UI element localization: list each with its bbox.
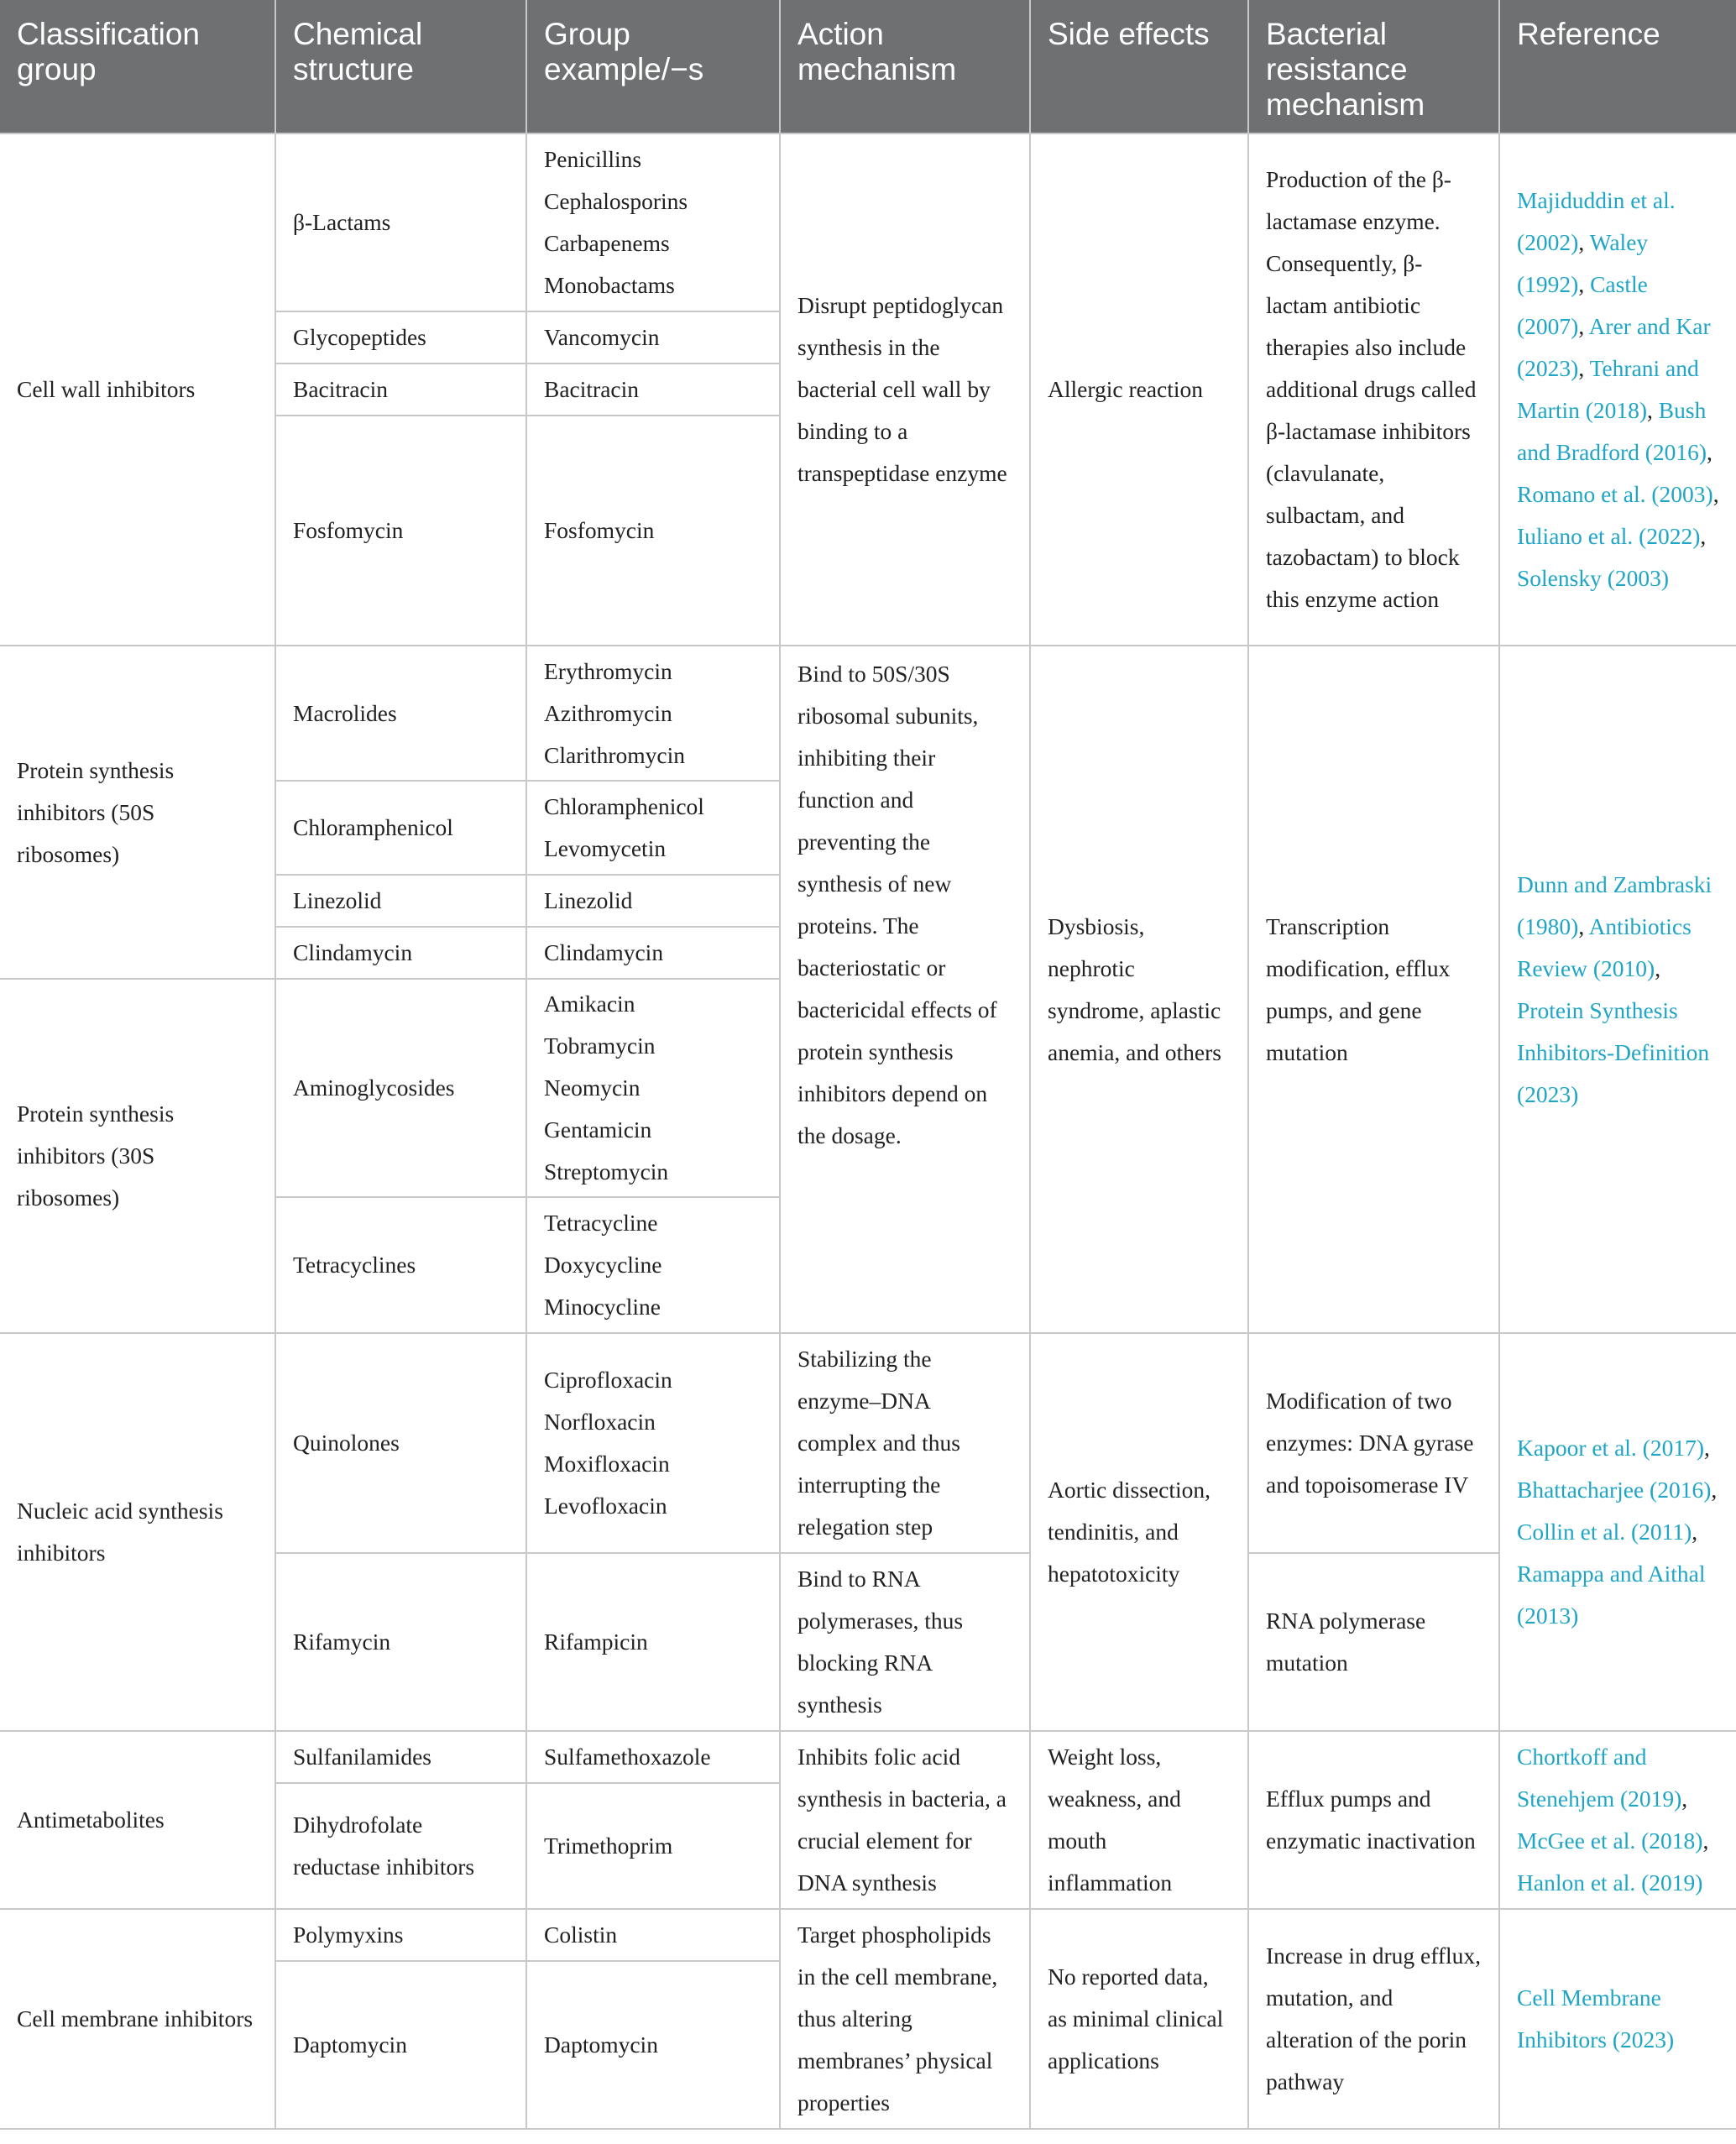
reference-link[interactable]: Protein Synthesis Inhibitors-Definition (2023) <box>1517 996 1710 1107</box>
classification-cell: Protein synthesis inhibitors (30S ribosomes) <box>0 979 275 1333</box>
reference-link[interactable]: Chortkoff and Stenehjem (2019) <box>1517 1744 1682 1812</box>
example-item: Tetracycline <box>544 1210 658 1236</box>
structure-cell: Bacitracin <box>275 363 526 416</box>
resistance-cell: Increase in drug efflux, mutation, and alteration of the porin pathway <box>1248 1909 1499 2129</box>
example-item: Azithromycin <box>544 699 672 726</box>
examples-cell <box>526 1333 780 1553</box>
reference-link[interactable]: Arer and Kar (2023) <box>1517 313 1711 381</box>
reference-link[interactable]: Iuliano et al. (2022) <box>1517 523 1701 549</box>
reference-link[interactable]: Waley (1992) <box>1517 229 1649 297</box>
structure-cell: Rifamycin <box>275 1553 526 1731</box>
example-item: Levomycetin <box>544 835 667 861</box>
examples-cell <box>526 781 780 875</box>
examples-cell <box>526 1909 780 1961</box>
reference-cell <box>1499 1909 1736 2129</box>
reference-link[interactable]: Collin et al. (2011) <box>1517 1519 1692 1545</box>
header-row <box>0 0 1736 133</box>
resistance-cell: Modification of two enzymes: DNA gyrase and topoisomerase IV <box>1248 1333 1499 1553</box>
reference-cell: Kapoor et al. (2017), Bhattacharjee (2016), Collin et al. (2011), Ramappa and Aithal (2013) <box>1499 1333 1736 1731</box>
examples-cell <box>526 1961 780 2129</box>
structure-cell: Linezolid <box>275 875 526 927</box>
structure-cell: Chloramphenicol <box>275 781 526 875</box>
header-group-examples: Group example/−s <box>526 0 780 133</box>
example-item: Rifampicin <box>544 1629 648 1655</box>
resistance-cell: Production of the β-lactamase enzyme. Consequently, β-lactam antibiotic therapies also include additional drugs called β-lactamase inhibitors (clavulanate, sulbactam, and tazobactam) to block this enzyme action <box>1248 133 1499 646</box>
action-cell: Target phospholipids in the cell membrane, thus altering membranes’ physical properties <box>780 1909 1030 2129</box>
examples-cell <box>526 1731 780 1783</box>
side-effects-cell: Allergic reaction <box>1030 133 1248 646</box>
reference-link[interactable]: Romano et al. (2003) <box>1517 481 1713 507</box>
reference-link[interactable]: Bush and Bradford (2016) <box>1517 397 1707 465</box>
examples-cell <box>526 363 780 416</box>
examples-cell <box>526 927 780 979</box>
header-resistance-mechanism: Bacterial resistance mechanism <box>1248 0 1499 133</box>
table-row <box>0 1731 1736 1783</box>
example-item: Gentamicin <box>544 1116 652 1143</box>
classification-cell: Nucleic acid synthesis inhibitors <box>0 1333 275 1731</box>
reference-link[interactable]: Antibiotics Review (2010) <box>1517 913 1692 981</box>
example-item: Vancomycin <box>544 324 660 350</box>
side-effects-cell: Aortic dissection, tendinitis, and hepatotoxicity <box>1030 1333 1248 1731</box>
reference-link[interactable]: Majiduddin et al. (2002) <box>1517 187 1676 255</box>
example-item: Minocycline <box>544 1294 661 1320</box>
action-cell: Stabilizing the enzyme–DNA complex and thus interrupting the relegation step <box>780 1333 1030 1553</box>
resistance-cell: Transcription modification, efflux pumps, and gene mutation <box>1248 646 1499 1333</box>
action-cell: Inhibits folic acid synthesis in bacteria, a crucial element for DNA synthesis <box>780 1731 1030 1909</box>
structure-cell: β-Lactams <box>275 133 526 311</box>
example-item: Chloramphenicol <box>544 793 704 819</box>
reference-link[interactable]: Tehrani and Martin (2018) <box>1517 355 1699 423</box>
example-item: Erythromycin <box>544 657 672 684</box>
example-item: Bacitracin <box>544 376 639 402</box>
side-effects-cell: Weight loss, weakness, and mouth inflammation <box>1030 1731 1248 1909</box>
side-effects-cell: No reported data, as minimal clinical applications <box>1030 1909 1248 2129</box>
examples-cell <box>526 646 780 781</box>
example-item: Tobramycin <box>544 1033 656 1059</box>
structure-cell: Quinolones <box>275 1333 526 1553</box>
examples-cell <box>526 1197 780 1333</box>
action-cell: Bind to RNA polymerases, thus blocking RNA synthesis <box>780 1553 1030 1731</box>
structure-cell: Dihydrofolate reductase inhibitors <box>275 1783 526 1909</box>
example-item: Neomycin <box>544 1075 641 1101</box>
reference-link[interactable]: Hanlon et al. (2019) <box>1517 1869 1703 1896</box>
structure-cell: Fosfomycin <box>275 416 526 646</box>
table-row <box>0 1333 1736 1553</box>
example-item: Carbapenems <box>544 230 670 256</box>
table-row <box>0 1909 1736 1961</box>
structure-cell: Sulfanilamides <box>275 1731 526 1783</box>
example-item: Trimethoprim <box>544 1833 673 1859</box>
example-item: Doxycycline <box>544 1252 662 1278</box>
example-item: Clarithromycin <box>544 741 686 768</box>
example-item: Clindamycin <box>544 939 664 965</box>
header-action-mechanism: Action mechanism <box>780 0 1030 133</box>
header-chemical-structure: Chemical structure <box>275 0 526 133</box>
header-side-effects: Side effects <box>1030 0 1248 133</box>
resistance-cell: RNA polymerase mutation <box>1248 1553 1499 1731</box>
resistance-cell: Efflux pumps and enzymatic inactivation <box>1248 1731 1499 1909</box>
classification-cell: Antimetabolites <box>0 1731 275 1909</box>
side-effects-cell: Dysbiosis, nephrotic syndrome, aplastic anemia, and others <box>1030 646 1248 1333</box>
header-reference: Reference <box>1499 0 1736 133</box>
header-classification-group: Classification group <box>0 0 275 133</box>
example-item: Norfloxacin <box>544 1409 656 1435</box>
examples-cell <box>526 875 780 927</box>
reference-link[interactable]: Dunn and Zambraski (1980) <box>1517 871 1712 939</box>
example-item: Levofloxacin <box>544 1493 667 1519</box>
reference-link[interactable]: Ramappa and Aithal (2013) <box>1517 1561 1706 1629</box>
examples-cell <box>526 1783 780 1909</box>
action-cell: Disrupt peptidoglycan synthesis in the bacterial cell wall by binding to a transpeptidase enzyme <box>780 133 1030 646</box>
example-item: Monobactams <box>544 272 675 298</box>
example-item: Sulfamethoxazole <box>544 1744 711 1770</box>
reference-link[interactable]: Cell Membrane Inhibitors (2023) <box>1517 1985 1675 2052</box>
structure-cell: Tetracyclines <box>275 1197 526 1333</box>
reference-cell: Chortkoff and Stenehjem (2019), McGee et al. (2018), Hanlon et al. (2019) <box>1499 1731 1736 1909</box>
example-item: Penicillins <box>544 146 642 172</box>
structure-cell: Glycopeptides <box>275 311 526 363</box>
example-item: Fosfomycin <box>544 517 655 543</box>
structure-cell: Aminoglycosides <box>275 979 526 1197</box>
structure-cell: Daptomycin <box>275 1961 526 2129</box>
table-row <box>0 646 1736 781</box>
structure-cell: Macrolides <box>275 646 526 781</box>
example-item: Ciprofloxacin <box>544 1367 672 1393</box>
reference-link[interactable]: Kapoor et al. (2017) <box>1517 1435 1704 1461</box>
reference-cell: Dunn and Zambraski (1980), Antibiotics Review (2010), Protein Synthesis Inhibitors-Definition (2023) <box>1499 646 1736 1333</box>
reference-link[interactable]: Solensky (2003) <box>1517 565 1670 591</box>
action-cell: Bind to 50S/30S ribosomal subunits, inhibiting their function and preventing the synthesis of new proteins. The bacteriostatic or bactericidal effects of protein synthesis inhibitors depend on the dosage. <box>780 646 1030 1333</box>
examples-cell <box>526 133 780 311</box>
example-item: Cephalosporins <box>544 188 688 214</box>
classification-cell: Cell membrane inhibitors <box>0 1909 275 2129</box>
reference-link[interactable]: Bhattacharjee (2016) <box>1517 1477 1712 1503</box>
example-item: Linezolid <box>544 887 633 913</box>
examples-cell <box>526 1553 780 1731</box>
classification-cell: Protein synthesis inhibitors (50S ribosomes) <box>0 646 275 979</box>
structure-cell: Clindamycin <box>275 927 526 979</box>
reference-cell: Majiduddin et al. (2002), Waley (1992), Castle (2007), Arer and Kar (2023), Tehrani and Martin (2018), Bush and Bradford (2016), Romano et al. (2003), Iuliano et al. (2022), Solensky (2003) <box>1499 133 1736 646</box>
examples-cell <box>526 416 780 646</box>
example-item: Streptomycin <box>544 1158 669 1184</box>
classification-cell: Cell wall inhibitors <box>0 133 275 646</box>
example-item: Colistin <box>544 1922 618 1948</box>
examples-cell <box>526 311 780 363</box>
example-item: Moxifloxacin <box>544 1451 670 1477</box>
structure-cell: Polymyxins <box>275 1909 526 1961</box>
example-item: Daptomycin <box>544 2032 658 2058</box>
reference-link[interactable]: Castle (2007) <box>1517 271 1648 339</box>
table-row <box>0 133 1736 311</box>
examples-cell <box>526 979 780 1197</box>
example-item: Amikacin <box>544 991 635 1017</box>
reference-link[interactable]: McGee et al. (2018) <box>1517 1828 1703 1854</box>
